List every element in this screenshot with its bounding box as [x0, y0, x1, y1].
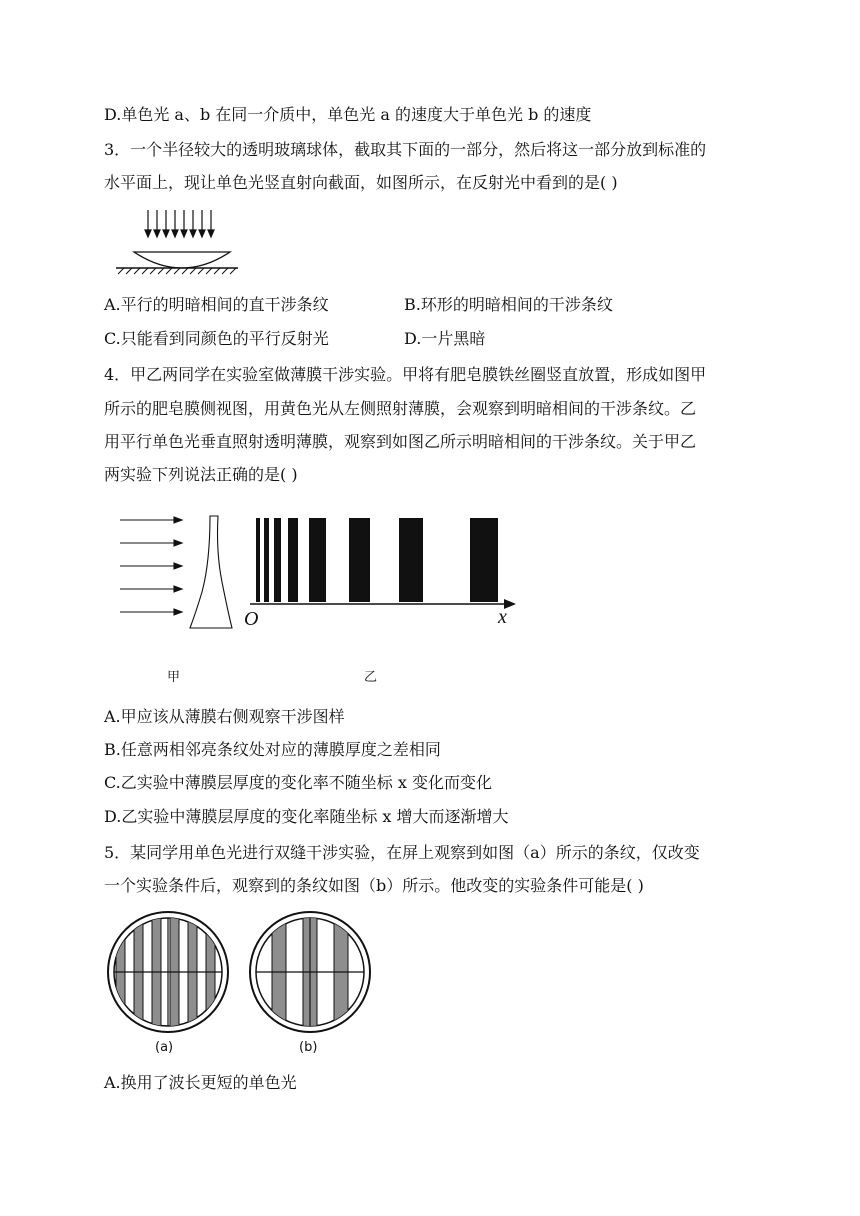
q5-fig-label-a: (a) — [155, 1040, 174, 1055]
fringe — [399, 518, 423, 602]
fringe — [256, 518, 260, 602]
q3-option-c: C.只能看到同颜色的平行反射光 — [104, 329, 329, 348]
fringe — [264, 518, 269, 602]
q3-option-a: A.平行的明暗相间的直干涉条纹 — [104, 295, 329, 314]
q4-figure-jia — [118, 512, 248, 632]
q4-stem-line3: 用平行单色光垂直照射透明薄膜，观察到如图乙所示明暗相间的干涉条纹。关于甲乙 — [104, 432, 697, 451]
q3-stem-line1: 3．一个半径较大的透明玻璃球体，截取其下面的一部分，然后将这一部分放到标准的 — [104, 140, 707, 159]
q5-stem-line2: 一个实验条件后，观察到的条纹如图（b）所示。他改变的实验条件可能是( ) — [104, 876, 644, 895]
q5-fig-label-b: (b) — [299, 1040, 318, 1055]
q5-figure-a — [106, 910, 230, 1034]
q5-option-a: A.换用了波长更短的单色光 — [104, 1073, 297, 1092]
q4-stem-line2: 所示的肥皂膜侧视图，用黄色光从左侧照射薄膜，会观察到明暗相间的干涉条纹。乙 — [104, 399, 697, 418]
fringe — [349, 518, 370, 602]
q4-stem-line1: 4．甲乙两同学在实验室做薄膜干涉实验。甲将有肥皂膜铁丝圈竖直放置，形成如图甲 — [104, 365, 707, 384]
axis-x-label: x — [498, 606, 507, 628]
q3-lens-figure — [112, 208, 242, 280]
q4-option-a: A.甲应该从薄膜右侧观察干涉图样 — [104, 707, 345, 726]
fringe — [288, 518, 298, 602]
q3-option-d: D.一片黑暗 — [404, 329, 486, 348]
q5-figure-b — [248, 910, 372, 1034]
q2-option-d: D.单色光 a、b 在同一介质中，单色光 a 的速度大于单色光 b 的速度 — [104, 105, 592, 124]
q4-option-c: C.乙实验中薄膜层厚度的变化率不随坐标 x 变化而变化 — [104, 773, 492, 792]
fringe — [274, 518, 281, 602]
fringe — [309, 518, 326, 602]
q3-stem-line2: 水平面上，现让单色光竖直射向截面，如图所示，在反射光中看到的是( ) — [104, 173, 618, 192]
q4-fig-label-jia: 甲 — [167, 670, 181, 685]
q4-fig-label-yi: 乙 — [364, 670, 378, 685]
axis-origin-label: O — [244, 608, 259, 630]
q3-option-b: B.环形的明暗相间的干涉条纹 — [404, 295, 613, 314]
q5-stem-line1: 5．某同学用单色光进行双缝干涉实验，在屏上观察到如图（a）所示的条纹，仅改变 — [104, 843, 700, 862]
q4-figure-yi — [244, 514, 524, 634]
q4-option-b: B.任意两相邻亮条纹处对应的薄膜厚度之差相同 — [104, 740, 441, 759]
q4-option-d: D.乙实验中薄膜层厚度的变化率随坐标 x 增大而逐渐增大 — [104, 807, 509, 826]
q4-stem-line4: 两实验下列说法正确的是( ) — [104, 465, 298, 484]
fringe — [470, 518, 498, 602]
